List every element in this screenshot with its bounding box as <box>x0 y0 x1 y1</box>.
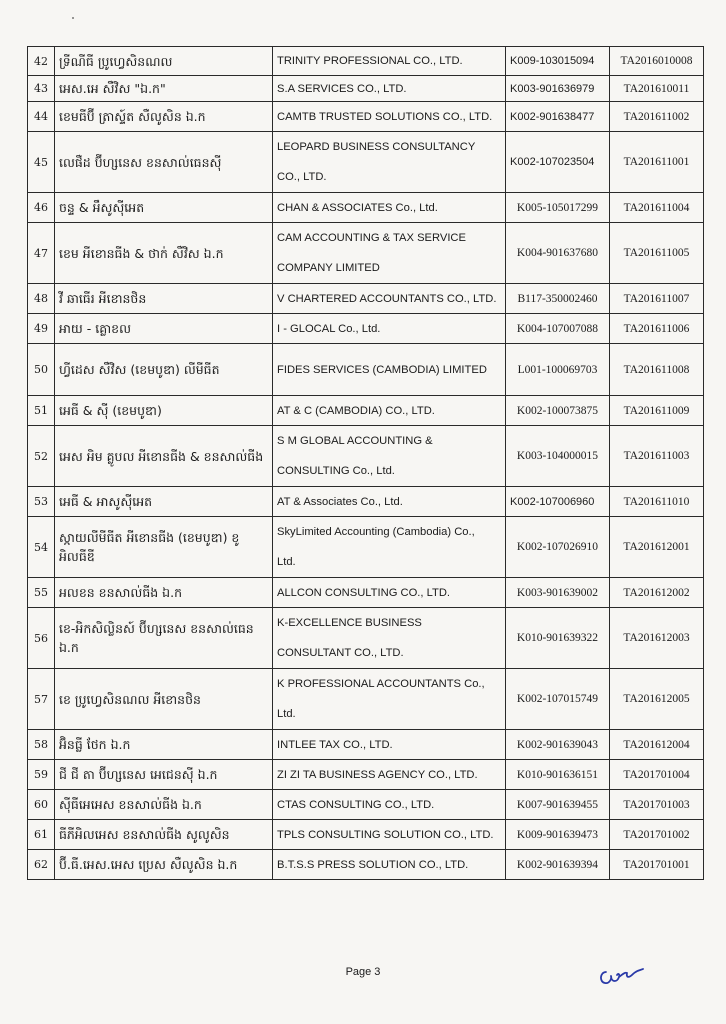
vat-number: K009-901639473 <box>506 820 610 850</box>
row-number: 43 <box>28 76 55 102</box>
row-number: 45 <box>28 132 55 193</box>
vat-number: B117-350002460 <box>506 284 610 314</box>
table-row <box>28 396 704 426</box>
table-row <box>28 517 704 578</box>
khmer-name: ខេ ប្រូហ្វេសិនណល អីខោនថិន <box>55 669 273 730</box>
table-row <box>28 820 704 850</box>
khmer-name: ខេម អីខោនធីង & ថាក់ សឺវិស ឯ.ក <box>55 223 273 284</box>
tax-agent-id: TA201611004 <box>610 193 704 223</box>
khmer-name: អាយ - គ្លោខល <box>55 314 273 344</box>
row-number: 44 <box>28 102 55 132</box>
table-row <box>28 790 704 820</box>
table-row <box>28 487 704 517</box>
khmer-name: ប៊ី.ធី.អេស.អេស ប្រេស សឺលូសិន ឯ.ក <box>55 850 273 880</box>
row-number: 46 <box>28 193 55 223</box>
row-number: 61 <box>28 820 55 850</box>
khmer-name: ខេមធីប៊ី ត្រាស្ទ៍ត សឺលូសិន ឯ.ក <box>55 102 273 132</box>
tax-agent-id: TA201611003 <box>610 426 704 487</box>
vat-number: L001-100069703 <box>506 344 610 396</box>
khmer-name: អេធី & អាសូស៊ីអេត <box>55 487 273 517</box>
khmer-name: អេស.អេ សឺវិស "ឯ.ក" <box>55 76 273 102</box>
vat-number: K004-901637680 <box>506 223 610 284</box>
khmer-name: ជី ជី តា ប៊ីហ្សនេស អេជេនស៊ី ឯ.ក <box>55 760 273 790</box>
registry-table <box>27 46 704 880</box>
table-row <box>28 102 704 132</box>
khmer-name: អេធី & ស៊ី (ខេមបូឌា) <box>55 396 273 426</box>
table-row <box>28 669 704 730</box>
table-row <box>28 193 704 223</box>
tax-agent-id: TA201612002 <box>610 578 704 608</box>
vat-number: K003-901636979 <box>506 76 610 102</box>
row-number: 49 <box>28 314 55 344</box>
khmer-name: លេផឺដ ប៊ីហ្សនេស ខនសាល់ធេនស៊ី <box>55 132 273 193</box>
english-name: CTAS CONSULTING CO., LTD. <box>273 790 506 820</box>
english-name: AT & Associates Co., Ltd. <box>273 487 506 517</box>
table-row <box>28 578 704 608</box>
tax-agent-id: TA201611007 <box>610 284 704 314</box>
row-number: 55 <box>28 578 55 608</box>
tax-agent-id: TA201612003 <box>610 608 704 669</box>
table-row <box>28 730 704 760</box>
english-name: AT & C (CAMBODIA) CO., LTD. <box>273 396 506 426</box>
row-number: 54 <box>28 517 55 578</box>
row-number: 62 <box>28 850 55 880</box>
tax-agent-id: TA201701002 <box>610 820 704 850</box>
vat-number: K003-104000015 <box>506 426 610 487</box>
khmer-name: វី ឆាធើរ អីខោនថិន <box>55 284 273 314</box>
vat-number: K002-901638477 <box>506 102 610 132</box>
english-name: CHAN & ASSOCIATES Co., Ltd. <box>273 193 506 223</box>
row-number: 50 <box>28 344 55 396</box>
row-number: 60 <box>28 790 55 820</box>
row-number: 42 <box>28 47 55 76</box>
tax-agent-id: TA201611001 <box>610 132 704 193</box>
scan-speck <box>72 17 74 19</box>
vat-number: K007-901639455 <box>506 790 610 820</box>
vat-number: K004-107007088 <box>506 314 610 344</box>
tax-agent-id: TA201611009 <box>610 396 704 426</box>
row-number: 58 <box>28 730 55 760</box>
vat-number: K003-901639002 <box>506 578 610 608</box>
table-row <box>28 760 704 790</box>
tax-agent-id: TA201701003 <box>610 790 704 820</box>
tax-agent-id: TA201611002 <box>610 102 704 132</box>
tax-agent-id: TA201611008 <box>610 344 704 396</box>
tax-agent-id: TA201610011 <box>610 76 704 102</box>
english-name: TPLS CONSULTING SOLUTION CO., LTD. <box>273 820 506 850</box>
row-number: 52 <box>28 426 55 487</box>
row-number: 47 <box>28 223 55 284</box>
tax-agent-id: TA201701001 <box>610 850 704 880</box>
row-number: 48 <box>28 284 55 314</box>
tax-agent-id: TA201701004 <box>610 760 704 790</box>
tax-agent-id: TA201611010 <box>610 487 704 517</box>
vat-number: K002-100073875 <box>506 396 610 426</box>
table-row <box>28 223 704 284</box>
english-name: TRINITY PROFESSIONAL CO., LTD. <box>273 47 506 76</box>
vat-number: K002-901639043 <box>506 730 610 760</box>
table-row <box>28 76 704 102</box>
tax-agent-id: TA201612005 <box>610 669 704 730</box>
english-name: S.A SERVICES CO., LTD. <box>273 76 506 102</box>
table-row <box>28 426 704 487</box>
english-name: CAMTB TRUSTED SOLUTIONS CO., LTD. <box>273 102 506 132</box>
english-name: S M GLOBAL ACCOUNTING & CONSULTING Co., Ltd. <box>273 426 506 487</box>
vat-number: K002-107023504 <box>506 132 610 193</box>
row-number: 59 <box>28 760 55 790</box>
khmer-name: អេស អិម គ្លូបល អីខោនធីង & ខនសាល់ធីង <box>55 426 273 487</box>
vat-number: K010-901639322 <box>506 608 610 669</box>
khmer-name: ទ្រីណីធី ប្រូហ្វេសិនណល <box>55 47 273 76</box>
khmer-name: ចន្ទ & អឹសូស៊ីអេត <box>55 193 273 223</box>
khmer-name: ស៊ីធីអេអេស ខនសាល់ធីង ឯ.ក <box>55 790 273 820</box>
tax-agent-id: TA2016010008 <box>610 47 704 76</box>
table-row <box>28 284 704 314</box>
tax-agent-id: TA201612001 <box>610 517 704 578</box>
table-row <box>28 344 704 396</box>
khmer-name: ខេ-អិកសិល្លិនស៍ ប៊ីហ្សនេស ខនសាល់ធេន ឯ.ក <box>55 608 273 669</box>
row-number: 53 <box>28 487 55 517</box>
english-name: INTLEE TAX CO., LTD. <box>273 730 506 760</box>
english-name: FIDES SERVICES (CAMBODIA) LIMITED <box>273 344 506 396</box>
english-name: CAM ACCOUNTING & TAX SERVICE COMPANY LIMITED <box>273 223 506 284</box>
khmer-name: ធីភីអិលអេស ខនសាល់ធីង សូលូសិន <box>55 820 273 850</box>
page-number: Page 3 <box>345 966 381 978</box>
vat-number: K009-103015094 <box>506 47 610 76</box>
khmer-name: អ៊ិនធ្លី ថែក ឯ.ក <box>55 730 273 760</box>
table-row <box>28 608 704 669</box>
english-name: ZI ZI TA BUSINESS AGENCY CO., LTD. <box>273 760 506 790</box>
english-name: V CHARTERED ACCOUNTANTS CO., LTD. <box>273 284 506 314</box>
registry-table-body <box>28 47 704 880</box>
english-name: ALLCON CONSULTING CO., LTD. <box>273 578 506 608</box>
vat-number: K005-105017299 <box>506 193 610 223</box>
english-name: K PROFESSIONAL ACCOUNTANTS Co., Ltd. <box>273 669 506 730</box>
khmer-name: ហ្វីដេស សឺវិស (ខេមបូឌា) លីមីធីត <box>55 344 273 396</box>
vat-number: K002-901639394 <box>506 850 610 880</box>
english-name: B.T.S.S PRESS SOLUTION CO., LTD. <box>273 850 506 880</box>
vat-number: K002-107006960 <box>506 487 610 517</box>
table-row <box>28 132 704 193</box>
vat-number: K002-107026910 <box>506 517 610 578</box>
row-number: 56 <box>28 608 55 669</box>
vat-number: K010-901636151 <box>506 760 610 790</box>
tax-agent-id: TA201612004 <box>610 730 704 760</box>
tax-agent-id: TA201611005 <box>610 223 704 284</box>
english-name: LEOPARD BUSINESS CONSULTANCY CO., LTD. <box>273 132 506 193</box>
khmer-name: អលខន ខនសាល់ធីង ឯ.ក <box>55 578 273 608</box>
tax-agent-id: TA201611006 <box>610 314 704 344</box>
handwritten-initials <box>597 960 647 988</box>
english-name: I - GLOCAL Co., Ltd. <box>273 314 506 344</box>
table-row <box>28 314 704 344</box>
english-name: SkyLimited Accounting (Cambodia) Co., Ltd. <box>273 517 506 578</box>
khmer-name: ស្កាយលីមីធីត អីខោនធីង (ខេមបូឌា) ខូ អិលធីឌី <box>55 517 273 578</box>
vat-number: K002-107015749 <box>506 669 610 730</box>
row-number: 57 <box>28 669 55 730</box>
english-name: K-EXCELLENCE BUSINESS CONSULTANT CO., LTD. <box>273 608 506 669</box>
table-row <box>28 850 704 880</box>
row-number: 51 <box>28 396 55 426</box>
table-row <box>28 47 704 76</box>
